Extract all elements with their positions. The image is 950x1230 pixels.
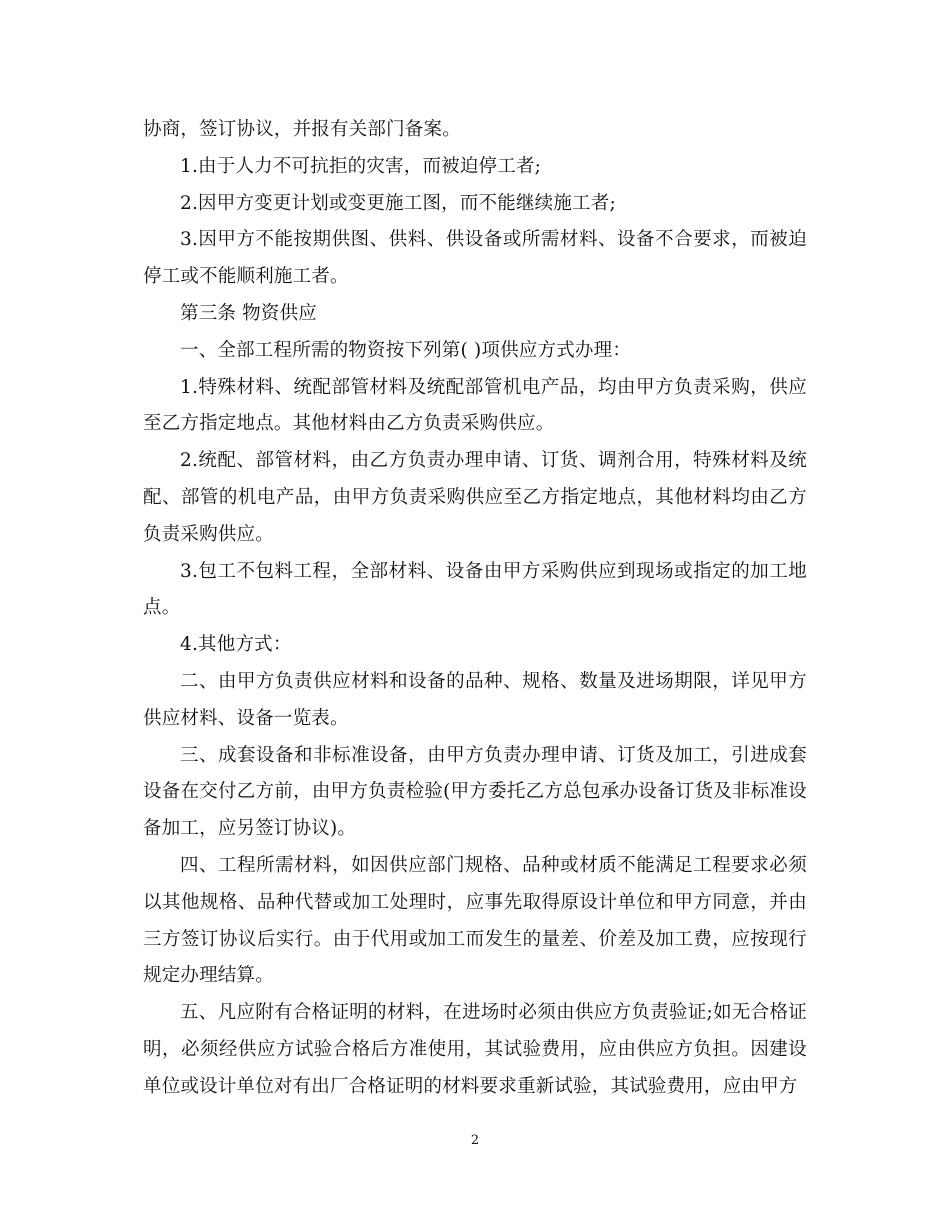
paragraph: 三、成套设备和非标准设备，由甲方负责办理申请、订货及加工，引进成套设备在交付乙方前，由甲方负责检验(甲方委托乙方总包承办设备订货及非标准设备加工，应另签订协议)。 [143,744,807,840]
paragraph: 2.统配、部管材料，由乙方负责办理申请、订货、调剂合用，特殊材料及统配、部管的机电产品，由甲方负责采购供应至乙方指定地点，其他材料均由乙方负责采购供应。 [143,450,807,545]
paragraph: 3.因甲方不能按期供图、供料、供设备或所需材料、设备不合要求，而被迫停工或不能顺利施工者。 [143,229,807,288]
paragraph: 二、由甲方负责供应材料和设备的品种、规格、数量及进场期限，详见甲方供应材料、设备一览表。 [143,670,807,729]
paragraph: 四、工程所需材料，如因供应部门规格、品种或材质不能满足工程要求必须以其他规格、品种代替或加工处理时，应事先取得原设计单位和甲方同意，并由三方签订协议后实行。由于代用或加工而发生的量差、价差及加工费，应按现行规定办理结算。 [143,854,807,987]
paragraph: 2.因甲方变更计划或变更施工图，而不能继续施工者; [180,192,616,214]
paragraph: 1.特殊材料、统配部管材料及统配部管机电产品，均由甲方负责采购，供应至乙方指定地点。其他材料由乙方负责采购供应。 [143,376,807,435]
paragraph: 3.包工不包料工程，全部材料、设备由甲方采购供应到现场或指定的加工地点。 [143,560,807,619]
paragraph: 协商，签订协议，并报有关部门备案。 [143,119,461,140]
paragraph: 一、全部工程所需的物资按下列第( )项供应方式办理： [180,339,632,361]
paragraph: 五、凡应附有合格证明的材料，在进场时必须由供应方负责验证;如无合格证明，必须经供应方试验合格后方准使用，其试验费用，应由供应方负担。因建设单位或设计单位对有出厂合格证明的材料要求重新试验，其试验费用，应由甲方 [143,1002,807,1097]
section-heading: 第三条 物资供应 [180,302,317,324]
document-body [143,112,807,1106]
page-number: 2 [470,1133,480,1148]
paragraph: 1.由于人力不可抗拒的灾害，而被迫停工者; [180,155,542,177]
paragraph: 4.其他方式： [180,634,292,656]
